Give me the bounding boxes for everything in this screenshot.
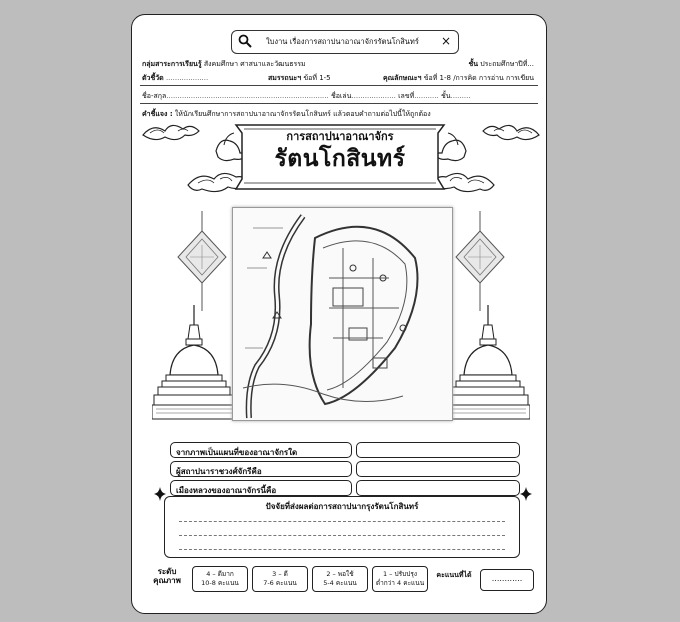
answer-1-field[interactable] xyxy=(356,442,520,458)
grade-label: ชั้น xyxy=(468,60,478,68)
question-3: เมืองหลวงของอาณาจักรนี้คือ xyxy=(170,480,352,496)
rubric-label xyxy=(146,567,188,585)
rubric-level-score: 7-6 คะแนน xyxy=(263,579,297,587)
answer-line xyxy=(179,535,505,536)
title-banner xyxy=(232,123,448,191)
attribute-label: คุณลักษณะฯ xyxy=(382,74,422,82)
factors-answer-box[interactable] xyxy=(164,496,520,558)
score-field[interactable]: ............ xyxy=(480,569,534,591)
rubric-level-4 xyxy=(192,566,248,592)
score-label: คะแนนที่ได้ xyxy=(436,571,472,579)
attribute-value: ข้อที่ 1-8 /การคิด การอ่าน การเขียน xyxy=(423,74,534,82)
nickname-label: ชื่อเล่น xyxy=(330,92,352,100)
factors-title: ปัจจัยที่ส่งผลต่อการสถาปนากรุงรัตนโกสินทร์ xyxy=(265,502,419,511)
rubric-level-2 xyxy=(312,566,368,592)
divider xyxy=(140,103,538,104)
name-label: ชื่อ-สกุล xyxy=(142,92,167,100)
lantern-left-decoration xyxy=(174,211,230,311)
title-big: รัตนโกสินทร์ xyxy=(274,146,406,172)
rubric-level-name: 2 – พอใช้ xyxy=(326,570,354,578)
subject-value: สังคมศึกษา ศาสนาและวัฒนธรรม xyxy=(203,60,306,68)
pagoda-right-decoration xyxy=(446,305,530,431)
instruction-text: ให้นักเรียนศึกษาการสถาปนาอาณาจักรรัตนโกสินทร์ แล้วตอบคำถามต่อไปนี้ให้ถูกต้อง xyxy=(174,110,431,118)
grade-row xyxy=(468,59,534,70)
competency-label: สมรรถนะฯ xyxy=(268,74,302,82)
rubric-level-1 xyxy=(372,566,428,592)
answer-line xyxy=(179,521,505,522)
answer-line xyxy=(179,549,505,550)
rubric-level-name: 3 – ดี xyxy=(272,570,288,578)
rubric-level-score: 5-4 คะแนน xyxy=(323,579,357,587)
sparkle-icon xyxy=(520,487,532,501)
rubric-level-score: ต่ำกว่า 4 คะแนน xyxy=(375,579,425,587)
rubric-label-line1: ระดับ xyxy=(157,567,177,576)
worksheet-page xyxy=(131,14,547,614)
question-2: ผู้สถาปนาราชวงศ์จักรีคือ xyxy=(170,461,352,477)
indicator-value: ................... xyxy=(165,74,209,82)
rubric-level-3 xyxy=(252,566,308,592)
rubric-level-name: 4 – ดีมาก xyxy=(206,570,234,578)
indicator-label: ตัวชี้วัด xyxy=(142,74,164,82)
rattanakosin-map-image xyxy=(232,207,453,421)
rubric-label-line2: คุณภาพ xyxy=(153,576,181,585)
rubric-level-score: 10-8 คะแนน xyxy=(201,579,239,587)
divider xyxy=(140,85,538,86)
subject-label: กลุ่มสาระการเรียนรู้ xyxy=(142,60,202,68)
student-info-row: ชื่อ-สกุล......................................................................... ชื่อเล่น.................... เลขที่........... ชั้น......... xyxy=(142,92,471,100)
competency-value: ข้อที่ 1-5 xyxy=(303,74,331,82)
close-icon[interactable]: × xyxy=(440,34,451,48)
question-1: จากภาพเป็นแผนที่ของอาณาจักรใด xyxy=(170,442,352,458)
number-label: เลขที่ xyxy=(398,92,415,100)
lantern-right-decoration xyxy=(452,211,508,311)
instruction-label: คำชี้แจง : xyxy=(142,110,173,118)
grade-value: ประถมศึกษาปีที่... xyxy=(480,60,534,68)
title-small: การสถาปนาอาณาจักร xyxy=(286,130,394,143)
answer-3-field[interactable] xyxy=(356,480,520,496)
search-icon[interactable] xyxy=(238,34,252,48)
rubric-level-name: 1 – ปรับปรุง xyxy=(382,570,418,578)
answer-2-field[interactable] xyxy=(356,461,520,477)
search-bar[interactable] xyxy=(231,30,459,54)
pagoda-left-decoration xyxy=(152,305,236,431)
attribute-row xyxy=(383,73,534,84)
class-label: ชั้น xyxy=(440,92,451,100)
search-text: ใบงาน เรื่องการสถาปนาอาณาจักรรัตนโกสินทร์ xyxy=(266,37,419,46)
